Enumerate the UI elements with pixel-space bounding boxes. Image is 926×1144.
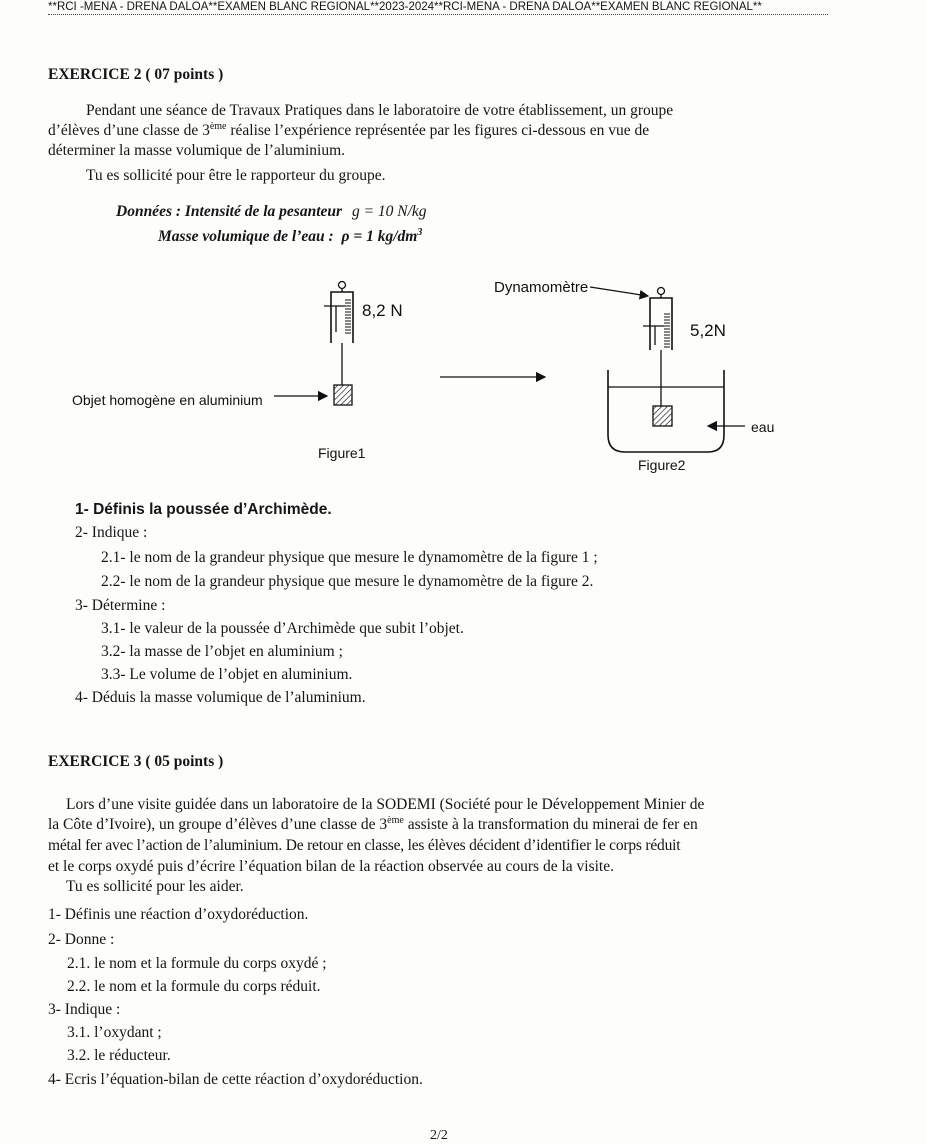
- figure-1-caption: Figure1: [318, 445, 366, 461]
- ex2-intro-line-3: déterminer la masse volumique de l’aluminium.: [48, 142, 346, 159]
- exercise-3-title: EXERCICE 3 ( 05 points ): [48, 753, 224, 770]
- page-number: 2/2: [430, 1128, 448, 1143]
- ex2-question-2: 2- Indique :: [75, 524, 148, 541]
- dynamometer-figure-2: [643, 288, 672, 427]
- ex2-grade-superscript: ème: [209, 120, 227, 132]
- ex3-grade-superscript: ème: [387, 814, 404, 826]
- ex2-question-3-2: 3.2- la masse de l’objet en aluminium ;: [101, 643, 343, 660]
- water-density-value: [342, 228, 423, 245]
- ex2-question-3: 3- Détermine :: [75, 597, 166, 614]
- ex2-intro-line-1: Pendant une séance de Travaux Pratiques dans le laboratoire de votre établissement, un groupe: [86, 102, 674, 119]
- ex3-question-3-2: 3.2. le réducteur.: [67, 1047, 171, 1064]
- ex2-question-3-3: 3.3- Le volume de l’objet en aluminium.: [101, 666, 353, 683]
- donnees-gravity: [116, 203, 427, 221]
- ex3-intro-line-2: [48, 815, 698, 835]
- ex2-question-2-1: 2.1- le nom de la grandeur physique que mesure le dynamomètre de la figure 1 ;: [101, 549, 598, 566]
- fig2-reading: 5,2N: [690, 321, 726, 340]
- ex3-intro-line-1: Lors d’une visite guidée dans un laboratoire de la SODEMI (Société pour le Développement Minier de: [66, 796, 705, 813]
- dynamometer-figure-1: [324, 282, 353, 406]
- ex3-question-2-2: 2.2. le nom et la formule du corps réduit.: [67, 978, 321, 995]
- dynamometer-label-arrow: [590, 287, 648, 296]
- ex3-intro-line-2-a: la Côte d’Ivoire), un groupe d’élèves d’une classe de 3: [48, 816, 388, 833]
- exercise-2-title: EXERCICE 2 ( 07 points ): [48, 66, 224, 83]
- aluminium-object-1: [334, 385, 352, 405]
- ex3-intro-line-3: métal fer avec l’action de l’aluminium. De retour en classe, les élèves décident d’identifier le corps réduit: [48, 837, 681, 854]
- ex3-intro-line-4: et le corps oxydé puis d’écrire l’équation bilan de la réaction observée au cours de la visite.: [48, 858, 614, 875]
- ex2-intro-line-2-b: réalise l’expérience représentée par les figures ci-dessous en vue de: [226, 122, 650, 139]
- ex2-intro-line-2: [48, 121, 649, 141]
- ex3-question-4: 4- Ecris l’équation-bilan de cette réaction d’oxydoréduction.: [48, 1071, 423, 1088]
- donnees-gravity-label: Données : Intensité de la pesanteur: [116, 203, 343, 220]
- water-density-exponent: 3: [417, 226, 423, 238]
- dynamometer-label: Dynamomètre: [494, 279, 589, 296]
- ex2-question-3-1: 3.1- le valeur de la poussée d’Archimède que subit l’objet.: [101, 620, 464, 637]
- gravity-value: g = 10 N/kg: [351, 203, 427, 220]
- ex3-question-2-1: 2.1. le nom et la formule du corps oxydé ;: [67, 955, 327, 972]
- page-header: **RCI -MENA - DRENA DALOA**EXAMEN BLANC REGIONAL**2023-2024**RCI-MENA - DRENA DALOA**EXAMEN BLANC REGIONAL**: [48, 0, 828, 15]
- ex2-question-2-2: 2.2- le nom de la grandeur physique que mesure le dynamomètre de la figure 2.: [101, 573, 594, 590]
- donnees-density: [158, 228, 422, 246]
- ex2-intro-line-4: Tu es sollicité pour être le rapporteur du groupe.: [86, 167, 386, 184]
- object-label: Objet homogène en aluminium: [72, 392, 263, 408]
- ex2-question-4: 4- Déduis la masse volumique de l’aluminium.: [75, 689, 366, 706]
- ex3-question-2: 2- Donne :: [48, 931, 115, 948]
- water-label: eau: [751, 419, 775, 435]
- ex3-intro-line-5: Tu es sollicité pour les aider.: [66, 878, 244, 895]
- ex3-question-3: 3- Indique :: [48, 1001, 121, 1018]
- figure-2-caption: Figure2: [638, 457, 686, 473]
- ex2-question-1: 1- Définis la poussée d’Archimède.: [75, 501, 332, 518]
- ex3-intro-line-2-b: assiste à la transformation du minerai de fer en: [403, 816, 698, 833]
- ex3-question-1: 1- Définis une réaction d’oxydoréduction.: [48, 906, 309, 923]
- ex3-question-3-1: 3.1. l’oxydant ;: [67, 1024, 162, 1041]
- water-density-label: Masse volumique de l’eau :: [158, 228, 334, 245]
- ex2-intro-line-2-a: d’élèves d’une classe de 3: [48, 122, 210, 139]
- aluminium-object-2: [653, 406, 672, 426]
- water-density-value-text: ρ = 1 kg/dm: [341, 228, 418, 245]
- fig1-reading: 8,2 N: [362, 301, 403, 320]
- experiment-figure: [0, 270, 926, 480]
